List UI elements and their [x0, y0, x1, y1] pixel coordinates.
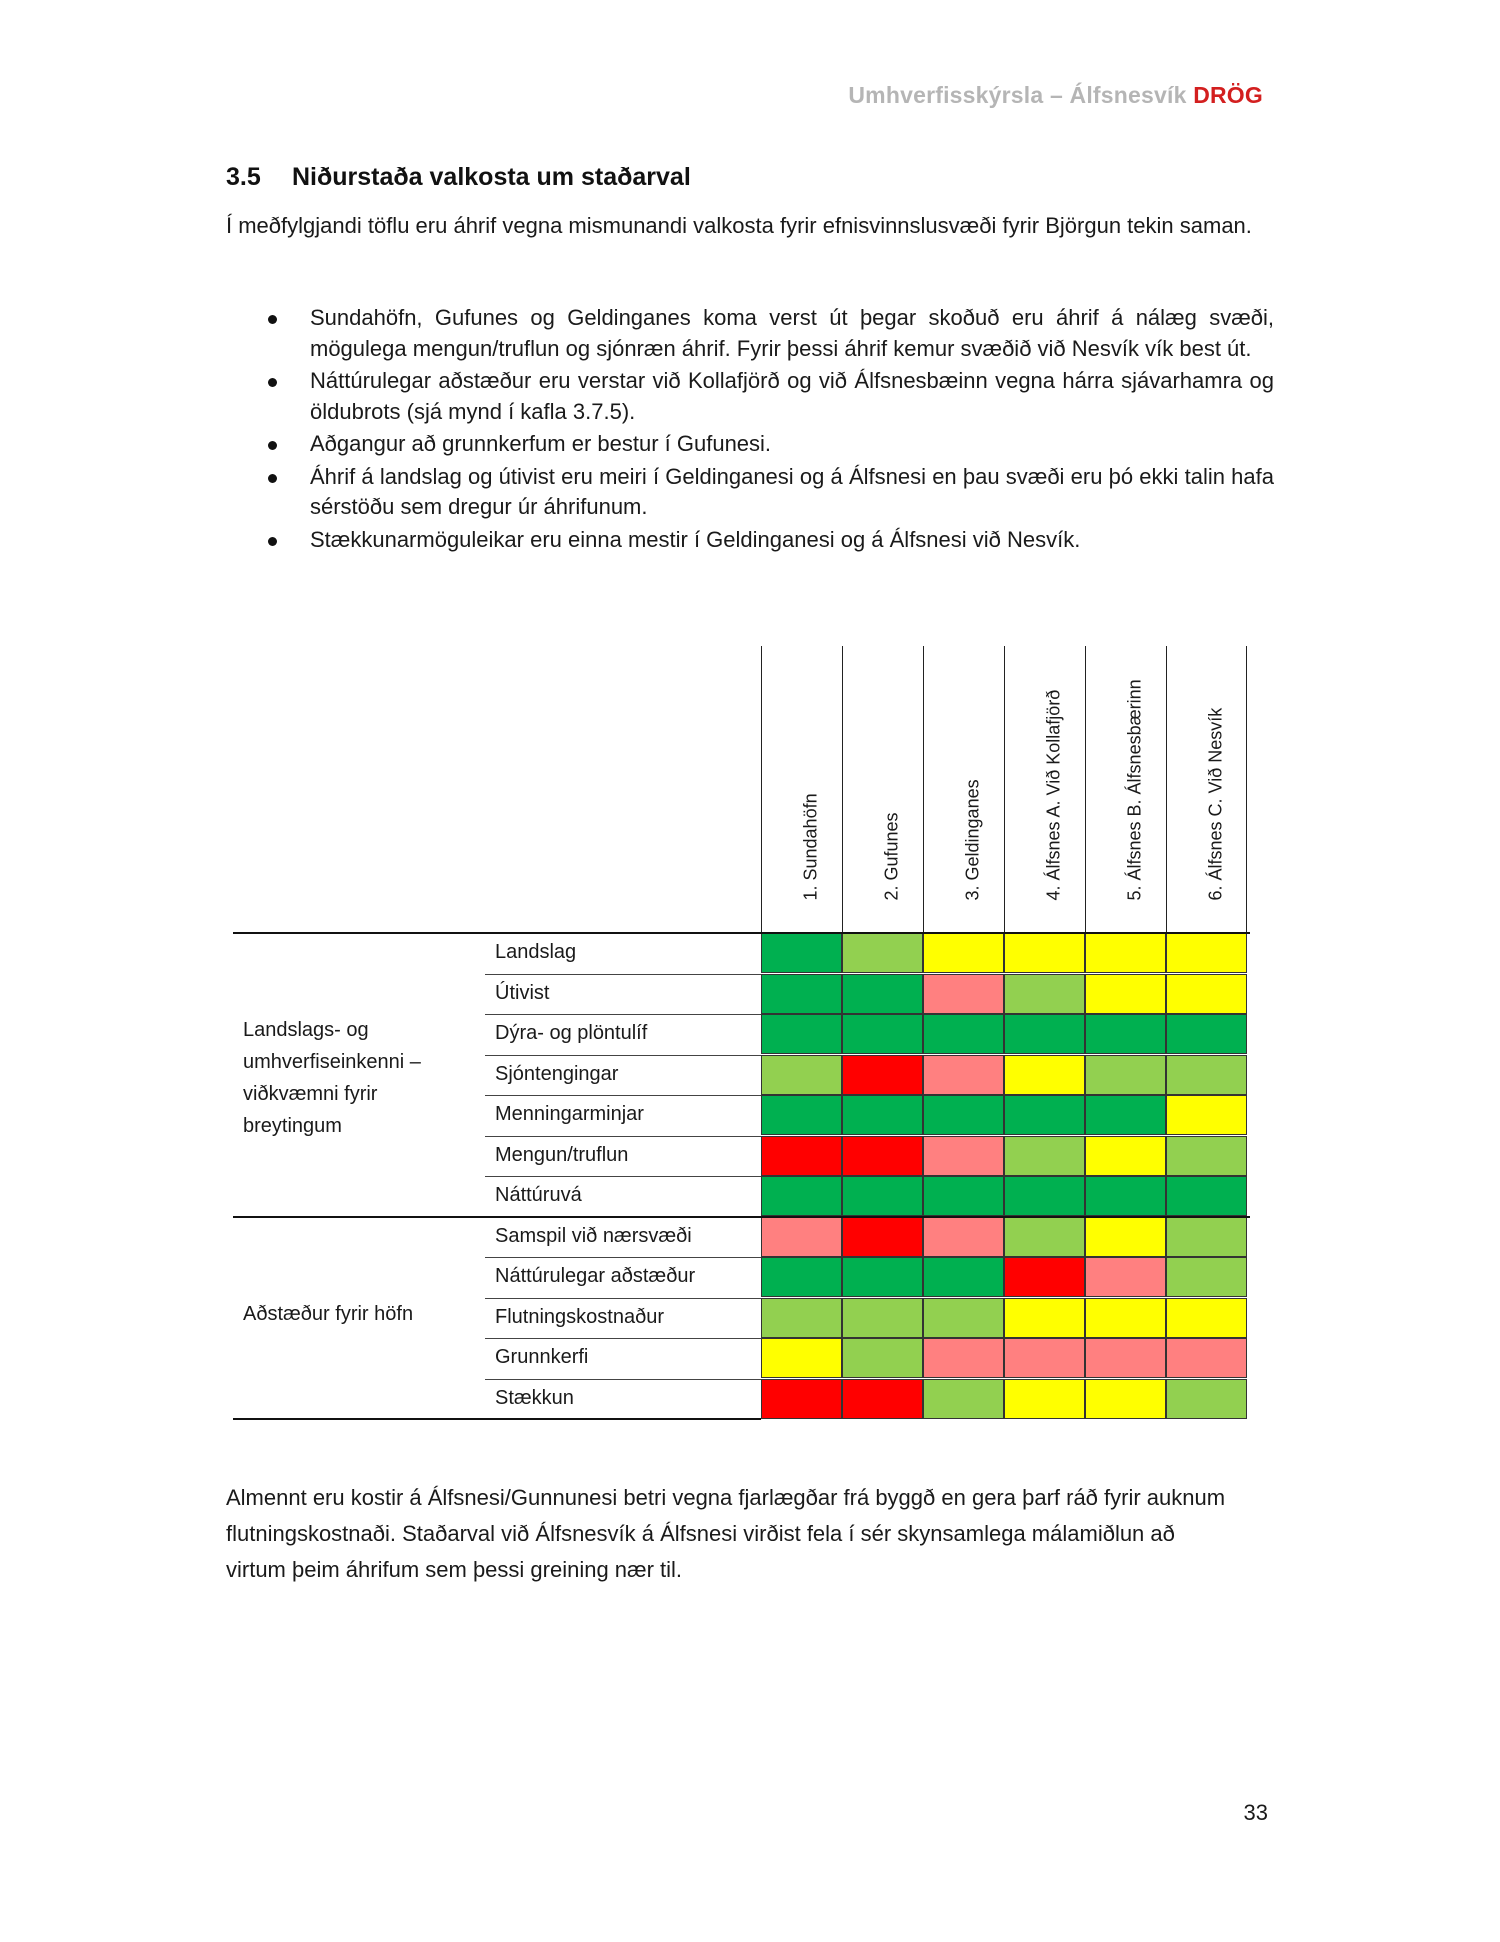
matrix-cell — [923, 1257, 1004, 1297]
matrix-cell — [1166, 974, 1247, 1014]
column-header-label: 4. Álfsnes A. Við Kollafjörð — [1043, 689, 1064, 901]
matrix-cell — [1004, 974, 1085, 1014]
column-header — [923, 646, 1004, 933]
row-label: Grunnkerfi — [495, 1346, 589, 1368]
table-rule — [233, 1216, 1250, 1218]
row-divider — [485, 1136, 761, 1137]
row-label: Menningarminjar — [495, 1103, 644, 1125]
matrix-cell — [1085, 1176, 1166, 1216]
column-header-label: 5. Álfsnes B. Álfsnesbærinn — [1124, 679, 1145, 901]
section-number: 3.5 — [226, 163, 261, 191]
matrix-cell — [761, 1298, 842, 1338]
bullet-item: Áhrif á landslag og útivist eru meiri í Geldinganesi og á Álfsnesi en þau svæði eru þó ekki talin hafa sérstöðu sem dregur úr áhrifunum. — [226, 462, 1274, 523]
matrix-cell — [1004, 1338, 1085, 1378]
matrix-cell — [842, 1217, 923, 1257]
matrix-cell — [1085, 974, 1166, 1014]
row-divider — [485, 1298, 761, 1299]
row-label: Mengun/truflun — [495, 1143, 629, 1166]
matrix-cell — [761, 1217, 842, 1257]
matrix-cell — [842, 1136, 923, 1176]
matrix-cell — [1166, 1095, 1247, 1135]
matrix-cell — [1085, 1217, 1166, 1257]
matrix-cell — [1166, 933, 1247, 973]
column-header-label: 6. Álfsnes C. Við Nesvík — [1205, 707, 1225, 901]
row-label: Sjóntengingar — [495, 1062, 619, 1085]
matrix-cell — [1004, 1136, 1085, 1176]
matrix-cell — [842, 1379, 923, 1419]
matrix-cell — [842, 1298, 923, 1338]
row-label: Dýra- og plöntulíf — [495, 1022, 648, 1044]
row-label: Náttúruvá — [495, 1184, 582, 1206]
row-divider — [485, 1014, 761, 1015]
row-label: Stækkun — [495, 1386, 574, 1409]
matrix-cell — [1085, 1014, 1166, 1054]
matrix-cell — [1004, 1014, 1085, 1054]
table-rule — [233, 1418, 761, 1420]
matrix-cell — [761, 1379, 842, 1419]
column-header — [1004, 646, 1085, 933]
matrix-cell — [923, 974, 1004, 1014]
matrix-cell — [761, 1176, 842, 1216]
matrix-cell — [842, 1257, 923, 1297]
matrix-cell — [1166, 1298, 1247, 1338]
matrix-cell — [842, 1055, 923, 1095]
section-heading — [226, 163, 691, 192]
group-label-harbour: Aðstæður fyrir höfn — [243, 1303, 414, 1325]
matrix-cell — [1085, 1298, 1166, 1338]
draft-label: DRÖG — [1193, 82, 1263, 108]
section-title: Niðurstaða valkosta um staðarval — [292, 163, 691, 191]
matrix-cell — [1004, 933, 1085, 973]
matrix-cell — [761, 933, 842, 973]
matrix-cell — [1166, 1379, 1247, 1419]
matrix-cell — [1166, 1014, 1247, 1054]
page-number: 33 — [1243, 1800, 1268, 1825]
matrix-cell — [923, 1014, 1004, 1054]
matrix-cell — [842, 1338, 923, 1378]
matrix-cell — [1166, 1338, 1247, 1378]
matrix-cell — [761, 1338, 842, 1378]
matrix-cell — [842, 1176, 923, 1216]
matrix-cell — [1166, 1257, 1247, 1297]
matrix-cell — [1004, 1257, 1085, 1297]
conclusion-paragraph: Almennt eru kostir á Álfsnesi/Gunnunesi betri vegna fjarlægðar frá byggð en gera þarf ráð fyrir auknum flutningskostnaði. Staðarval við Álfsnesvík á Álfsnesi virðist fela í sér skynsamlega málamiðlun að virtum þeim áhrifum sem þessi greining nær til. — [226, 1485, 1226, 1582]
matrix-cell — [1004, 1176, 1085, 1216]
row-label: Samspil við nærsvæði — [495, 1224, 692, 1247]
column-header — [1085, 646, 1166, 933]
matrix-cell — [923, 1338, 1004, 1378]
matrix-cell — [842, 1014, 923, 1054]
matrix-cell — [1004, 1298, 1085, 1338]
column-header — [1166, 646, 1247, 933]
column-header-label: 3. Geldinganes — [962, 779, 983, 901]
matrix-cell — [1004, 1217, 1085, 1257]
row-divider — [485, 1338, 761, 1339]
header-title: Umhverfisskýrsla – Álfsnesvík — [848, 82, 1187, 108]
row-divider — [485, 1176, 761, 1177]
running-header — [848, 82, 1263, 109]
matrix-cell — [761, 1055, 842, 1095]
matrix-cell — [923, 1176, 1004, 1216]
column-header-label: 1. Sundahöfn — [800, 793, 821, 901]
row-label: Náttúrulegar aðstæður — [495, 1265, 696, 1287]
row-label: Flutningskostnaður — [495, 1305, 664, 1328]
bullet-list — [226, 303, 1274, 557]
matrix-cell — [761, 1014, 842, 1054]
matrix-cell — [1085, 1095, 1166, 1135]
matrix-cell — [842, 974, 923, 1014]
matrix-cell — [1085, 1136, 1166, 1176]
row-divider — [485, 1095, 761, 1096]
matrix-cell — [923, 1055, 1004, 1095]
matrix-cell — [1004, 1379, 1085, 1419]
column-header — [761, 646, 842, 933]
matrix-cell — [761, 974, 842, 1014]
matrix-cell — [923, 1136, 1004, 1176]
column-header-label: 2. Gufunes — [881, 812, 902, 901]
matrix-cell — [1085, 1257, 1166, 1297]
bullet-item: Stækkunarmöguleikar eru einna mestir í Geldinganesi og á Álfsnesi við Nesvík. — [226, 525, 1274, 556]
matrix-cell — [923, 933, 1004, 973]
row-divider — [485, 1257, 761, 1258]
matrix-cell — [1085, 933, 1166, 973]
matrix-cell — [1085, 1379, 1166, 1419]
matrix-cell — [1085, 1338, 1166, 1378]
intro-paragraph: Í meðfylgjandi töflu eru áhrif vegna mismunandi valkosta fyrir efnisvinnslusvæði fyrir Björgun tekin saman. — [226, 213, 1252, 238]
matrix-cell — [761, 1257, 842, 1297]
matrix-cell — [923, 1095, 1004, 1135]
matrix-cell — [1166, 1176, 1247, 1216]
matrix-cell — [923, 1379, 1004, 1419]
matrix-cell — [1004, 1055, 1085, 1095]
evaluation-matrix — [233, 646, 1250, 1420]
bullet-item: Aðgangur að grunnkerfum er bestur í Gufunesi. — [226, 429, 1274, 460]
bullet-item: Náttúrulegar aðstæður eru verstar við Kollafjörð og við Álfsnesbæinn vegna hárra sjávarhamra og öldubrots (sjá mynd í kafla 3.7.5). — [226, 366, 1274, 427]
row-divider — [485, 1379, 761, 1380]
bullet-item: Sundahöfn, Gufunes og Geldinganes koma verst út þegar skoðuð eru áhrif á nálæg svæði, mögulega mengun/truflun og sjónræn áhrif. Fyrir þessi áhrif kemur svæðið við Nesvík vík best út. — [226, 303, 1274, 364]
matrix-cell — [842, 933, 923, 973]
matrix-cell — [1085, 1055, 1166, 1095]
row-label: Útivist — [495, 981, 550, 1004]
matrix-cell — [842, 1095, 923, 1135]
row-divider — [485, 1055, 761, 1056]
column-header — [842, 646, 923, 933]
group-label-landscape: Landslags- og umhverfiseinkenni – viðkvæmni fyrir breytingum — [243, 1019, 421, 1137]
table-rule — [233, 932, 1250, 934]
matrix-cell — [761, 1095, 842, 1135]
matrix-cell — [923, 1298, 1004, 1338]
matrix-cell — [1004, 1095, 1085, 1135]
matrix-cell — [761, 1136, 842, 1176]
matrix-cell — [1166, 1136, 1247, 1176]
matrix-cell — [1166, 1217, 1247, 1257]
row-label: Landslag — [495, 941, 577, 963]
matrix-cell — [923, 1217, 1004, 1257]
matrix-cell — [1166, 1055, 1247, 1095]
row-divider — [485, 974, 761, 975]
